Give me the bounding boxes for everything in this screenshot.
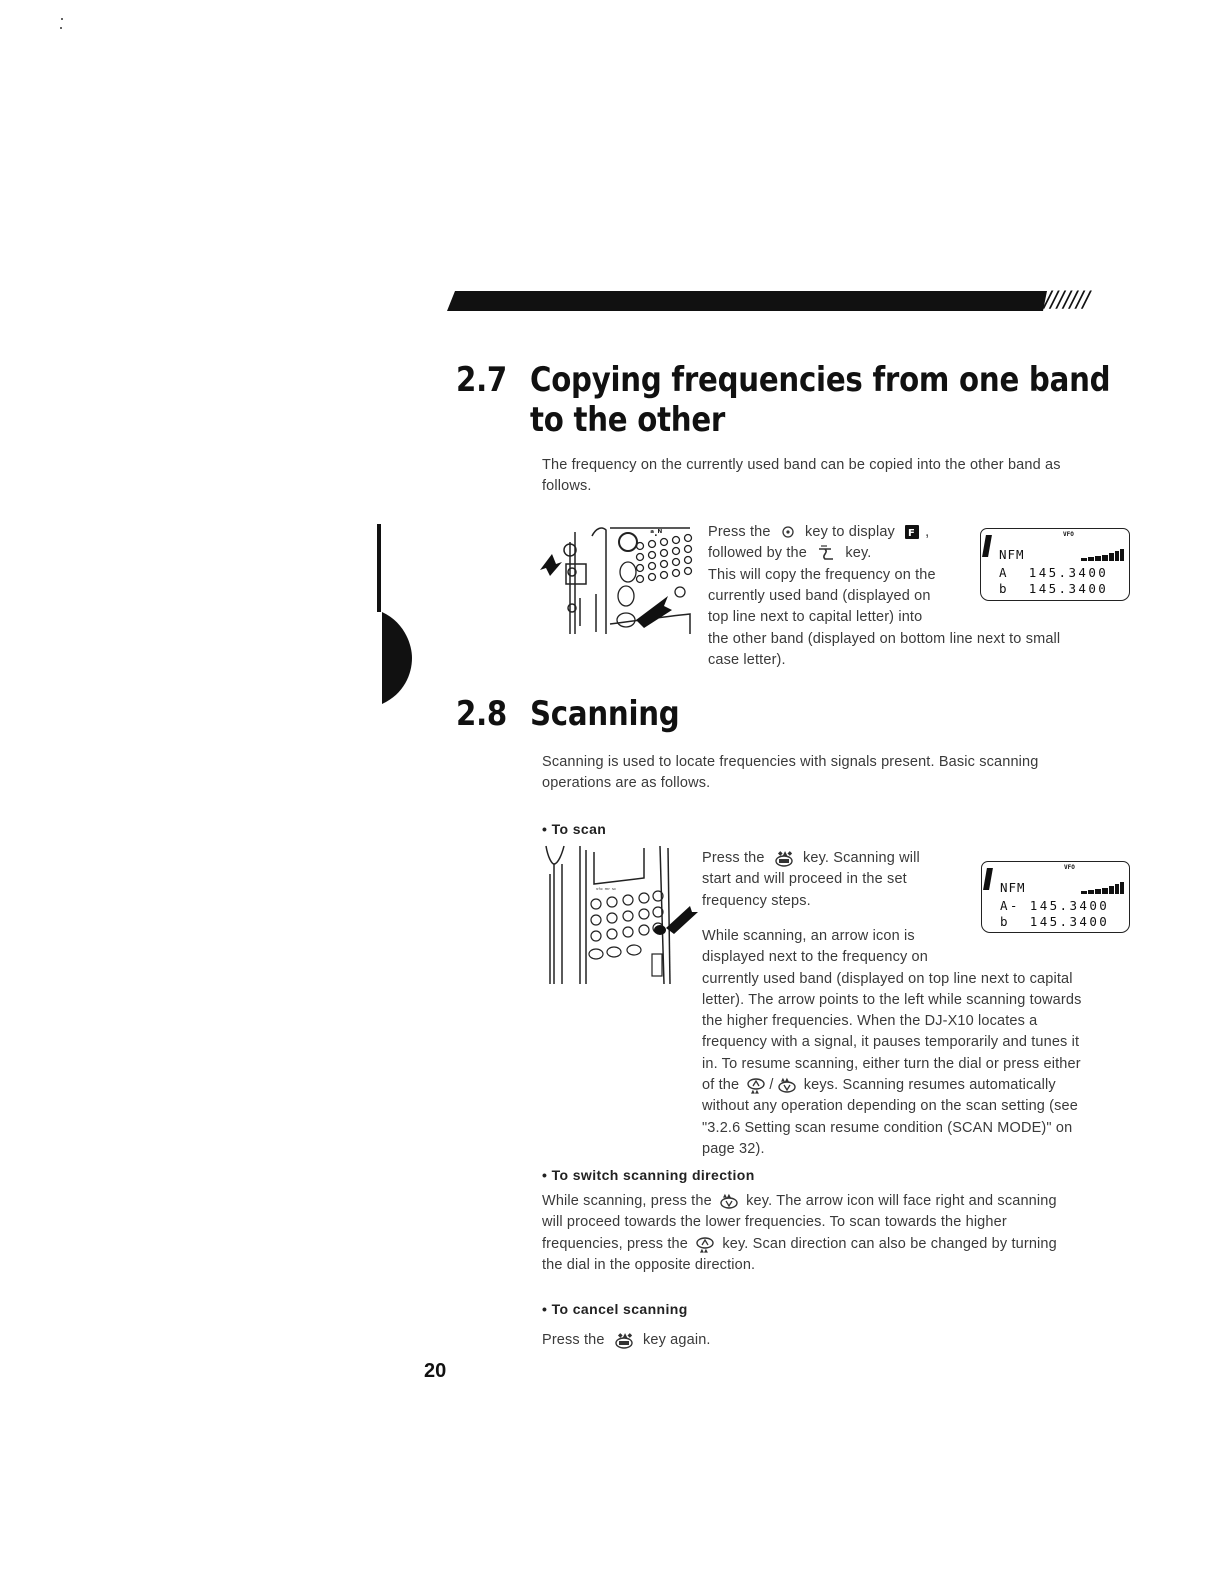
svg-text:▲▲: ▲▲ (700, 1247, 709, 1253)
frequency-line-b: b 145.3400 (1000, 914, 1110, 929)
text-line: "3.2.6 Setting scan resume condition (SCAN MODE)" on (702, 1119, 1073, 1136)
display-corner-mark (983, 868, 993, 890)
text-line: the other band (displayed on bottom line next to small (708, 631, 1061, 647)
svg-text:▲▲: ▲▲ (722, 1193, 731, 1200)
vfo-label: VFO (1063, 531, 1074, 538)
text-fragment: key. (845, 545, 872, 562)
text-line (708, 522, 978, 543)
function-indicator-icon (903, 524, 921, 540)
subheading: • To cancel scanning (542, 1301, 688, 1317)
text-line (702, 848, 962, 869)
text-fragment: key to display (804, 524, 895, 540)
text-line: the higher frequencies. When the DJ-X10 locates a (702, 1013, 1038, 1030)
text-line: the dial in the opposite direction. (542, 1256, 756, 1273)
svg-text:◆▲◆: ◆▲◆ (617, 1332, 633, 1340)
text-line: letter). The arrow points to the left while scanning towards (702, 991, 1082, 1008)
margin-tab (382, 612, 414, 704)
text-line: This will copy the frequency on the (708, 566, 936, 583)
subheading: • To scan (542, 821, 607, 837)
text-line: will proceed towards the lower frequencies. To scan towards the higher (542, 1214, 1007, 1231)
scan-step-text (702, 848, 962, 912)
svg-text:▲▲: ▲▲ (780, 1077, 789, 1084)
text-line: without any operation depending on the scan setting (see (702, 1098, 1078, 1115)
scan-key-icon (613, 1331, 635, 1349)
text-fragment: followed by the (708, 545, 807, 562)
signal-meter (1080, 879, 1124, 894)
text-fragment: Press the (702, 850, 765, 866)
scan-down-key-icon (776, 1076, 798, 1094)
text-line: frequency with a signal, it pauses temporarily and tunes it (702, 1034, 1080, 1051)
text-line: start and will proceed in the set (702, 871, 907, 888)
text-line: follows. (542, 478, 592, 495)
section-title: Scanning (530, 694, 680, 734)
text-fragment: key. Scanning will (802, 850, 920, 866)
text-line: currently used band (displayed on top line next to capital (702, 970, 1073, 987)
text-line (542, 1191, 1142, 1212)
lcd-display (981, 861, 1130, 933)
section-number: 2.8 (456, 694, 508, 734)
signal-meter (1080, 546, 1124, 561)
text-fragment: keys. Scanning resumes automatically (803, 1077, 1056, 1094)
mode-label: NFM (999, 547, 1025, 562)
radio-scan-key-illustration (540, 844, 700, 986)
text-line: top line next to capital letter) into (708, 609, 923, 626)
section-number: 2.7 (456, 360, 508, 400)
text-line (542, 1234, 1142, 1255)
copy-key-icon (815, 545, 837, 561)
text-fragment: key. Scan direction can also be changed by turning (722, 1235, 1057, 1252)
scan-speck (61, 18, 63, 20)
text-line: operations are as follows. (542, 775, 711, 792)
text-line: frequency steps. (702, 892, 811, 909)
text-fragment: Press the (542, 1332, 605, 1348)
text-fragment: , (925, 524, 930, 540)
header-band (447, 291, 1047, 311)
dial-key-icon (779, 525, 797, 539)
step-text (708, 522, 978, 628)
mode-label: NFM (1000, 880, 1026, 895)
scan-up-key-icon (745, 1076, 767, 1094)
cancel-text (542, 1330, 942, 1351)
scan-key-icon (773, 849, 795, 867)
svg-text:◆▲◆: ◆▲◆ (777, 850, 793, 858)
text-line: currently used band (displayed on (708, 587, 931, 604)
text-fragment: / (769, 1077, 774, 1094)
text-line: displayed next to the frequency on (702, 949, 928, 966)
header-hatch: /////// (1044, 288, 1089, 313)
section-title: Copying frequencies from one band to the other (530, 360, 1111, 440)
text-line: page 32). (702, 1140, 765, 1157)
margin-line (377, 524, 381, 612)
scan-speck (60, 27, 62, 29)
scan-down-key-icon (718, 1192, 740, 1210)
text-line (708, 543, 978, 564)
text-line: The frequency on the currently used band can be copied into the other band as (542, 457, 1061, 473)
text-line (702, 1075, 1132, 1096)
vfo-label: VFO (1064, 864, 1075, 871)
lcd-display (980, 528, 1130, 601)
svg-text:ᵃ.ᴺ: ᵃ.ᴺ (650, 529, 663, 539)
switch-direction-text (542, 1191, 1142, 1276)
text-line: Scanning is used to locate frequencies with signals present. Basic scanning (542, 754, 1039, 770)
subheading: • To switch scanning direction (542, 1167, 755, 1183)
page-number: 20 (424, 1360, 447, 1382)
step-text-continued (708, 629, 1148, 672)
svg-text:▲▲: ▲▲ (751, 1089, 760, 1095)
text-fragment: key. The arrow icon will face right and scanning (746, 1193, 1057, 1209)
text-line: While scanning, an arrow icon is (702, 928, 915, 944)
text-fragment: key again. (642, 1332, 711, 1348)
radio-keypad-illustration (540, 524, 700, 636)
text-fragment: While scanning, press the (542, 1193, 712, 1209)
text-fragment: Press the (708, 524, 771, 540)
svg-text:F: F (908, 528, 916, 540)
scan-detail-text (702, 926, 1132, 1160)
display-corner-mark (982, 535, 992, 557)
frequency-line-b: b 145.3400 (999, 581, 1109, 596)
frequency-line-a: A 145.3400 (999, 565, 1109, 580)
text-line: in. To resume scanning, either turn the dial or press either (702, 1055, 1081, 1072)
text-line: case letter). (708, 652, 786, 669)
frequency-line-a: A- 145.3400 (1000, 898, 1110, 913)
scan-up-key-icon (694, 1235, 716, 1253)
svg-text:ᵛᶠᵒ ᵐʳ ˢᶜ: ᵛᶠᵒ ᵐʳ ˢᶜ (596, 887, 617, 894)
intro-text (542, 455, 1142, 498)
intro-text (542, 752, 1142, 795)
text-fragment: of the (702, 1077, 740, 1094)
text-fragment: frequencies, press the (542, 1235, 688, 1252)
